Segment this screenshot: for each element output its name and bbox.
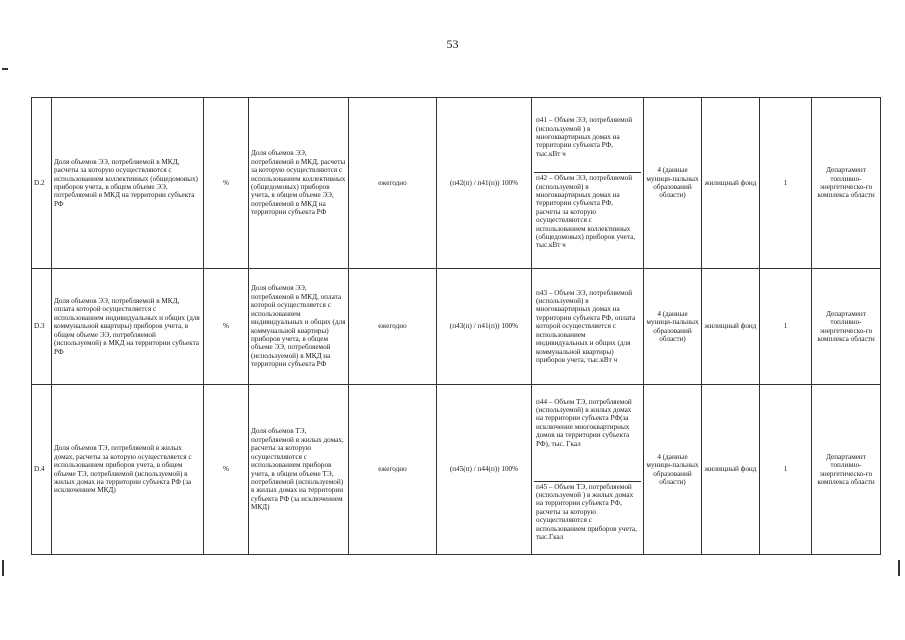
frequency: ежегодно [349,98,437,269]
indicator-definition: Доля объемов ТЭ, потребляемой в жилых домах, расчеты за которую осуществляются с использованием приборов учета, в общем объеме ТЭ, потребляемой (используемой) в жилых домах на территории субъекта РФ (за исключением МКД) [249,385,349,555]
data-source: 4 (данные муници-пальных образований области) [644,269,702,385]
formula: (п45(п) / п44(п)) 100% [437,385,532,555]
page-number: 53 [446,37,459,51]
unit: % [204,385,249,555]
variable-description: п41 – Объем ЭЭ, потребляемой (используемой ) в многоквартирных домах на территории субъекта РФ, тыс.кВт ч [536,116,633,158]
responsible: Департамент топливно-энергетическо-го комплекса области [812,98,881,269]
formula: (п43(п) / п41(п)) 100% [437,269,532,385]
margin-mark-top [2,68,8,70]
indicator-name: Доля объемов ЭЭ, потребляемой в МКД, расчеты за которую осуществляются с использованием коллективных (общедомовых) приборов учета, в общем объеме ЭЭ, потребляемой в МКД на территории субъекта РФ [52,98,204,269]
variable-description: п42 – Объем ЭЭ, потребляемой (используемой) в многоквартирных домах на территории субъекта РФ, расчеты за которую осуществляются с использованием коллективных (общедомовых) приборов учета, тыс.кВт ч [534,172,641,251]
count: 1 [760,269,812,385]
margin-mark-bottom-right [898,560,900,576]
indicator-definition: Доля объемов ЭЭ, потребляемой в МКД, расчеты за которую осуществляются с использованием коллективных (общедомовых) приборов учета, в общем объеме ЭЭ, потребляемой в МКД на территории субъекта РФ [249,98,349,269]
row-id: D.3 [32,269,52,385]
responsible: Департамент топливно-энергетическо-го комплекса области [812,269,881,385]
indicator-table [31,97,881,555]
variables-cell [532,385,644,555]
frequency: ежегодно [349,269,437,385]
margin-mark-bottom [2,560,4,576]
indicator-definition: Доля объемов ЭЭ, потребляемой в МКД, оплата которой осуществляется с использованием индивидуальных и общих (для коммунальной квартиры) приборов учета, в общем объеме ЭЭ, потребляемой (используемой) в МКД на территории субъекта РФ [249,269,349,385]
unit: % [204,269,249,385]
scope: жилищный фонд [702,98,760,269]
variables-cell [532,98,644,269]
variable-description: п45 – Объем ТЭ, потребляемой (используемой ) в жилых домах на территории субъекта РФ, расчеты за которую осуществляются с использованием приборов учета, тыс.Гкал [534,481,641,543]
table-row [32,269,881,385]
table-row [32,98,881,269]
indicator-name: Доля объемов ЭЭ, потребляемой в МКД, оплата которой осуществляется с использованием индивидуальных и общих (для коммунальной квартиры) приборов учета, в общем объеме ЭЭ, потребляемой (используемой) в МКД на территории субъекта РФ [52,269,204,385]
row-id: D.2 [32,98,52,269]
responsible: Департамент топливно-энергетическо-го комплекса области [812,385,881,555]
variable-description: п44 – Объем ТЭ, потребляемой (используемой) в жилых домах на территории субъекта РФ(за исключение многоквартирных домов на территории субъекта РФ), тыс. Гкал [536,397,632,448]
variables-cell [532,269,644,385]
count: 1 [760,385,812,555]
scope: жилищный фонд [702,269,760,385]
data-source: 4 (данные муници-пальных образований области) [644,98,702,269]
count: 1 [760,98,812,269]
indicator-name: Доля объемов ТЭ, потребляемой в жилых домах, расчеты за которую осуществляется с использованием приборов учета, в общем объеме ТЭ, потребляемой (используемой) в жилых домах на территории субъекта РФ (за исключением МКД) [52,385,204,555]
variable-description: п43 – Объем ЭЭ, потребляемой (используемой) в многоквартирных домах на территории субъекта РФ, оплата которой осуществляется с использованием индивидуальных и общих (для коммунальной квартиры) приборов учета, тыс.кВт ч [536,288,636,364]
data-source: 4 (данные муници-пальных образований области) [644,385,702,555]
unit: % [204,98,249,269]
formula: (п42(п) / п41(п)) 100% [437,98,532,269]
frequency: ежегодно [349,385,437,555]
row-id: D.4 [32,385,52,555]
table-row [32,385,881,555]
scope: жилищный фонд [702,385,760,555]
